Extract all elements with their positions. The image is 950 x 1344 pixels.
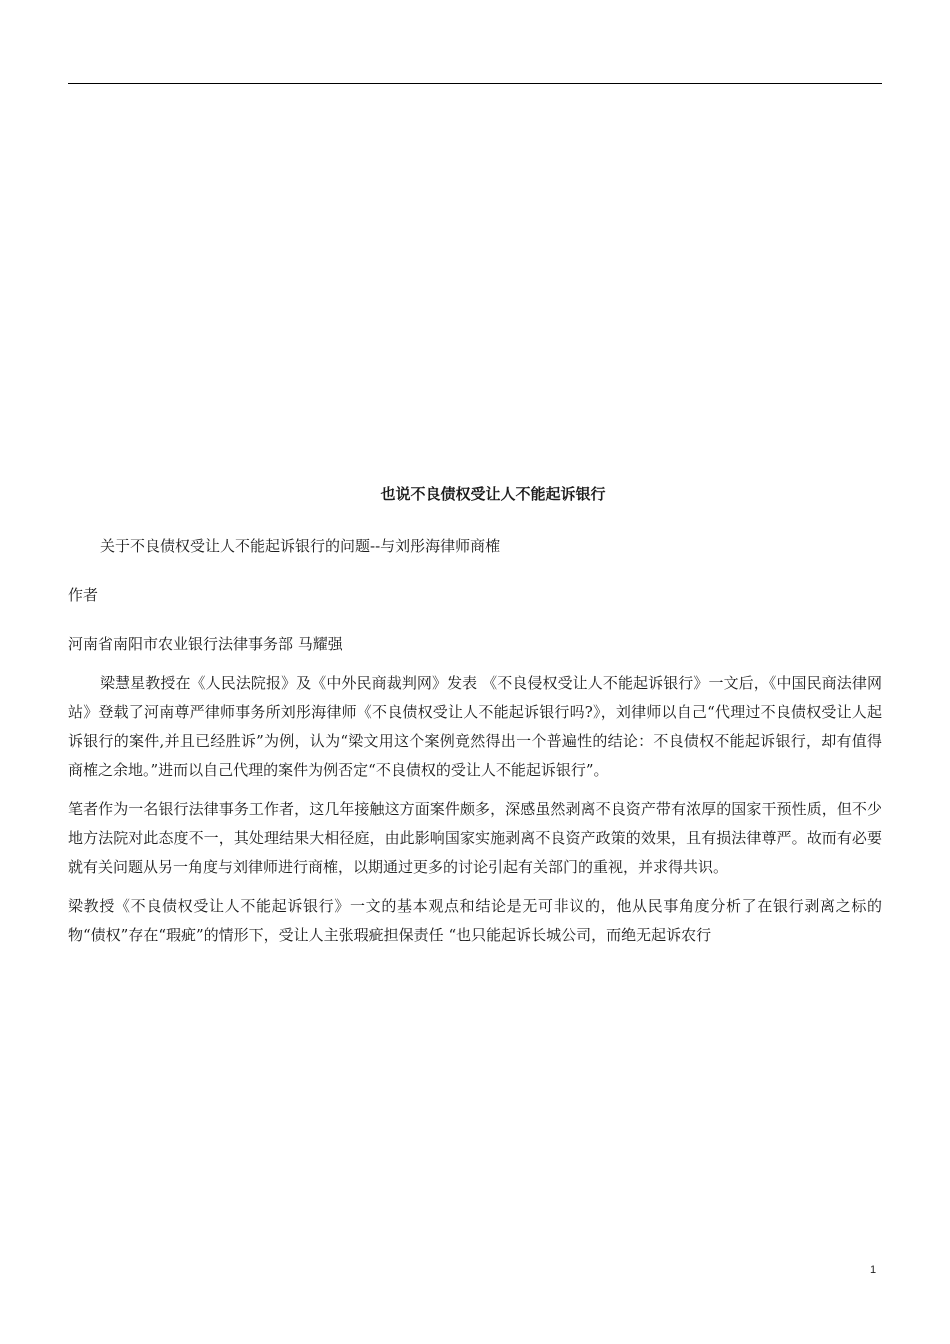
- page-number: 1: [870, 1264, 877, 1276]
- body-paragraph-2: 笔者作为一名银行法律事务工作者，这几年接触这方面案件颇多，深感虽然剥离不良资产带有浓厚的国家干预性质，但不少地方法院对此态度不一，其处理结果大相径庭，由此影响国家实施剥离不良资产政策的效果，且有损法律尊严。故而有必要就有关问题从另一角度与刘律师进行商榷，以期通过更多的讨论引起有关部门的重视，并求得共识。: [68, 800, 882, 876]
- document-title: 也说不良债权受让人不能起诉银行: [380, 485, 606, 503]
- header-rule: [68, 83, 882, 84]
- document-subtitle: 关于不良债权受让人不能起诉银行的问题--与刘彤海律师商榷: [100, 537, 501, 555]
- body-paragraph-3: 梁教授《不良债权受让人不能起诉银行》一文的基本观点和结论是无可非议的，他从民事角度分析了在银行剥离之标的物“债权”存在“瑕疵”的情形下，受让人主张瑕疵担保责任 “也只能起诉长城公司，而绝无起诉农行: [68, 897, 882, 944]
- body-paragraph-1: 梁慧星教授在《人民法院报》及《中外民商裁判网》发表 《不良侵权受让人不能起诉银行》一文后，《中国民商法律网站》登载了河南尊严律师事务所刘彤海律师《不良债权受让人不能起诉银行吗?》，刘律师以自己“代理过不良债权受让人起诉银行的案件,并且已经胜诉”为例，认为“梁文用这个案例竟然得出一个普遍性的结论：不良债权不能起诉银行，却有值得商榷之余地。”进而以自己代理的案件为例否定“不良债权的受让人不能起诉银行”。: [68, 674, 882, 779]
- document-body: [68, 478, 882, 950]
- author-affiliation: 河南省南阳市农业银行法律事务部 马耀强: [68, 635, 343, 653]
- author-label: 作者: [68, 586, 99, 604]
